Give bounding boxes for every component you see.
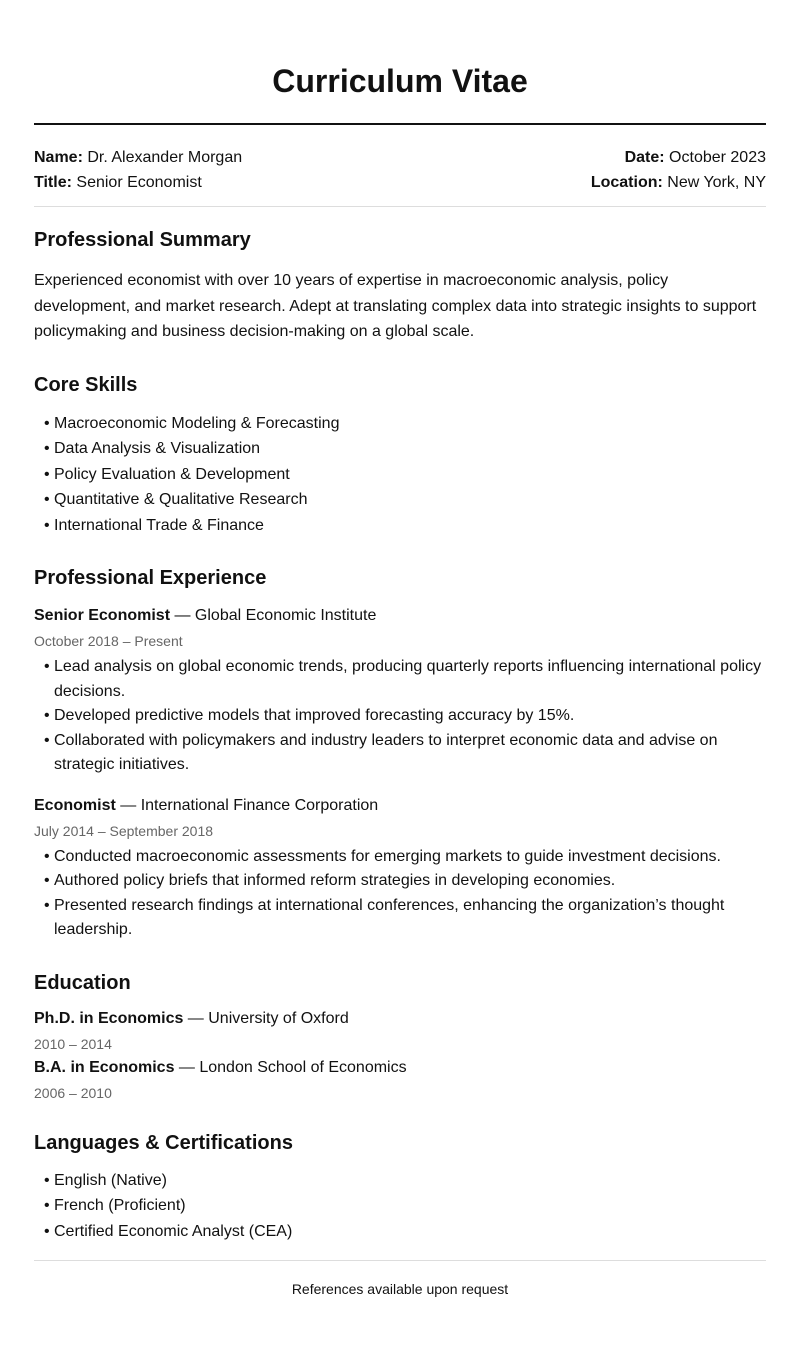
- title-value: Senior Economist: [76, 174, 202, 191]
- list-item: • International Trade & Finance: [54, 513, 766, 539]
- list-item: • Certified Economic Analyst (CEA): [54, 1219, 766, 1245]
- languages-section: [34, 1131, 766, 1245]
- job-role: Economist: [34, 796, 116, 814]
- footer-divider: [34, 1260, 766, 1261]
- list-item: • Authored policy briefs that informed reform strategies in developing economies.: [54, 869, 766, 894]
- name-label: Name:: [34, 149, 83, 166]
- languages-heading: Languages & Certifications: [34, 1131, 293, 1154]
- date-value: October 2023: [669, 149, 766, 166]
- education-dates: 2006 – 2010: [34, 1084, 112, 1101]
- list-item: • Quantitative & Qualitative Research: [54, 487, 766, 513]
- list-item: • Presented research findings at international conferences, enhancing the organization’s thought leadership.: [54, 894, 766, 943]
- list-item: • Lead analysis on global economic trends, producing quarterly reports influencing international policy decisions.: [54, 655, 766, 704]
- job-org: — International Finance Corporation: [115, 796, 379, 814]
- name-row: [34, 145, 242, 170]
- education-section: [34, 971, 766, 1103]
- school: — University of Oxford: [183, 1009, 349, 1027]
- location-row: [591, 170, 766, 195]
- list-item: • Developed predictive models that improved forecasting accuracy by 15%.: [54, 704, 766, 729]
- meta-divider: [34, 206, 766, 207]
- degree: B.A. in Economics: [34, 1058, 175, 1076]
- skills-heading: Core Skills: [34, 373, 138, 396]
- education-heading: Education: [34, 971, 131, 994]
- list-item: • Macroeconomic Modeling & Forecasting: [54, 411, 766, 437]
- education-entry: [34, 1009, 766, 1054]
- list-item: • Data Analysis & Visualization: [54, 436, 766, 462]
- degree: Ph.D. in Economics: [34, 1009, 184, 1027]
- date-row: [591, 145, 766, 170]
- title-label: Title:: [34, 174, 72, 191]
- job-org: — Global Economic Institute: [170, 607, 377, 624]
- list-item: • Collaborated with policymakers and industry leaders to interpret economic data and advise on strategic initiatives.: [54, 729, 766, 778]
- title-divider: [34, 123, 766, 125]
- job-entry: [34, 796, 766, 943]
- job-header: [34, 606, 766, 626]
- experience-heading: Professional Experience: [34, 567, 267, 589]
- date-label: Date:: [624, 149, 665, 166]
- job-bullets: [34, 845, 766, 943]
- education-dates: 2010 – 2014: [34, 1035, 112, 1052]
- name-value: Dr. Alexander Morgan: [87, 149, 243, 166]
- personal-info-left: [34, 145, 242, 195]
- footer-note: References available upon request: [291, 1281, 509, 1297]
- education-header: [34, 1009, 766, 1029]
- skills-section: [34, 373, 766, 539]
- summary-heading: Professional Summary: [34, 229, 251, 251]
- job-header: [34, 796, 766, 816]
- job-role: Senior Economist: [34, 607, 171, 624]
- cv-page: [34, 0, 766, 1298]
- experience-section: [34, 566, 766, 943]
- list-item: • French (Proficient): [54, 1193, 766, 1219]
- location-value: New York, NY: [667, 174, 766, 191]
- list-item: • Conducted macroeconomic assessments for emerging markets to guide investment decisions.: [54, 845, 766, 870]
- summary-text: Experienced economist with over 10 years of expertise in macroeconomic analysis, policy development, and market research. Adept at translating complex data into strategic insights to support policymaking and business decision-making on a global scale.: [34, 272, 757, 340]
- education-entry: [34, 1058, 766, 1103]
- title-row: [34, 170, 242, 195]
- job-bullets: [34, 655, 766, 778]
- job-dates: July 2014 – September 2018: [34, 822, 214, 839]
- personal-info: [34, 145, 766, 195]
- job-dates: October 2018 – Present: [34, 633, 183, 649]
- languages-list: [34, 1168, 766, 1245]
- list-item: • English (Native): [54, 1168, 766, 1194]
- location-label: Location:: [590, 174, 663, 191]
- list-item: • Policy Evaluation & Development: [54, 462, 766, 488]
- education-header: [34, 1058, 766, 1078]
- personal-info-right: [591, 145, 766, 195]
- summary-section: [34, 228, 766, 345]
- school: — London School of Economics: [174, 1058, 407, 1076]
- skills-list: [34, 411, 766, 539]
- job-entry: [34, 606, 766, 778]
- page-title: Curriculum Vitae: [272, 63, 528, 99]
